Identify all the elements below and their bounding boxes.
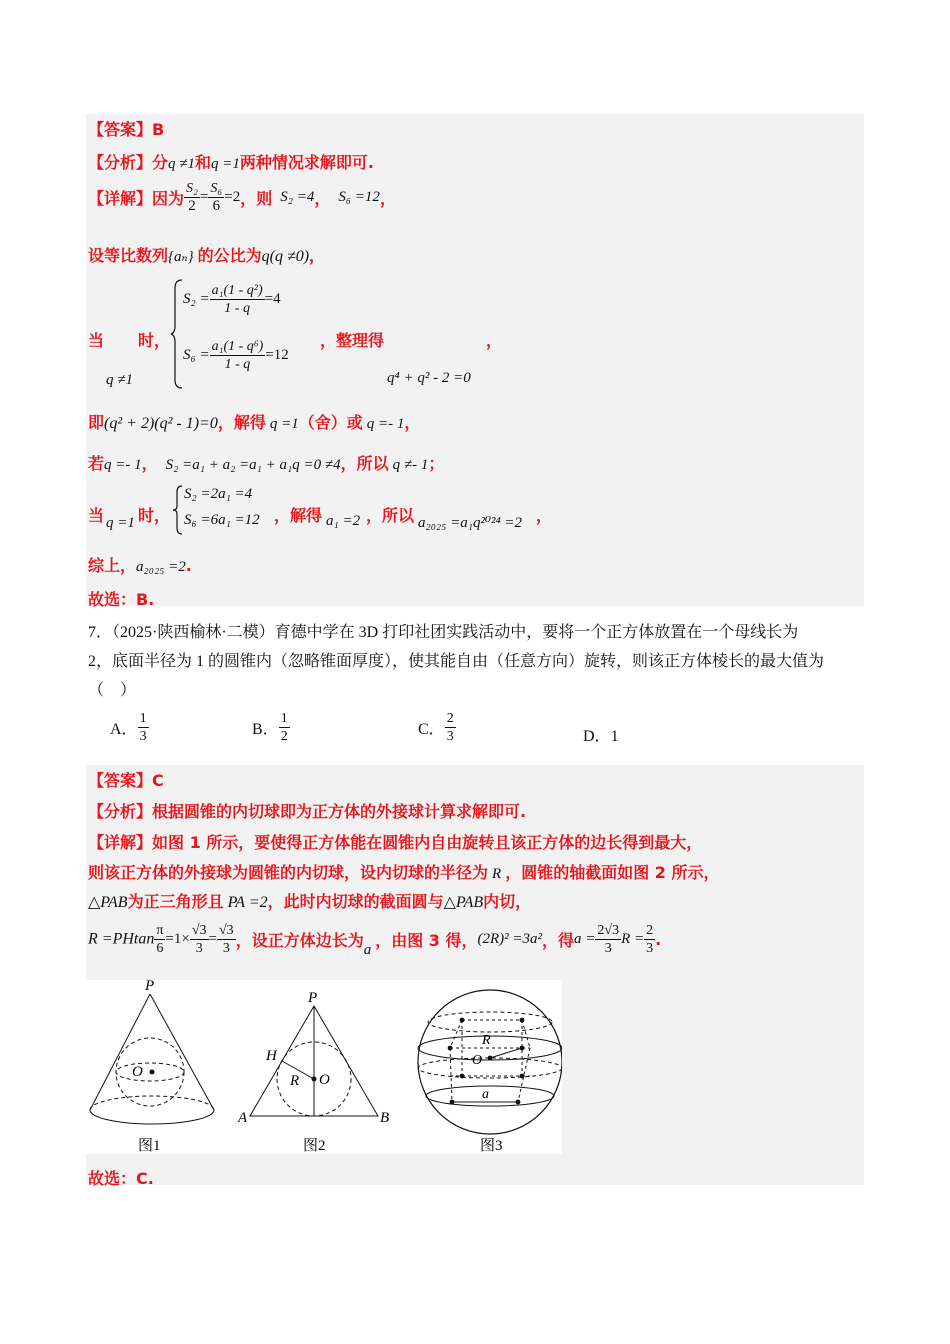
q7-detail-line1 — [88, 830, 702, 853]
math: =12 — [265, 347, 289, 363]
math: PA =2 — [227, 894, 268, 911]
fig3-label-a: a — [482, 1087, 489, 1102]
fig2-label-b: B — [380, 1110, 390, 1126]
case2-m2: a₂₀₂₅ =a₁q²⁰²⁴ =2 — [418, 515, 523, 531]
text: （舍）或 — [298, 413, 363, 432]
case2-eq1: S₂ =2a₁ =4 — [184, 486, 253, 502]
denominator: 1 - q — [224, 357, 251, 372]
option-b[interactable] — [252, 710, 290, 745]
fig2-label-r: R — [290, 1073, 300, 1089]
answer-label: 【答案】 — [88, 771, 153, 790]
q7-answer — [88, 768, 164, 791]
text: ，由图 3 得， — [375, 931, 478, 950]
answer-value: B — [152, 120, 165, 139]
option-label: A． — [110, 721, 138, 738]
fraction — [210, 282, 265, 317]
case2-cond: q =1 — [106, 515, 135, 531]
math: {aₙ} — [168, 249, 194, 265]
math: q =- 1 — [104, 457, 142, 473]
text: . — [185, 556, 192, 575]
answer-label: 【答案】 — [88, 120, 153, 139]
numerator: a₁(1 - q²) — [211, 283, 263, 298]
fig3-label-o: O — [472, 1053, 483, 1068]
text: 两种情况求解即可. — [239, 153, 374, 172]
fig2-label-o: O — [319, 1072, 330, 1088]
fig3-caption: 图3 — [480, 1138, 503, 1154]
answer-value: C — [152, 771, 164, 790]
numerator: π — [156, 923, 164, 938]
fig2-caption: 图2 — [303, 1138, 326, 1154]
text: 为正三角形且 — [127, 892, 224, 911]
text: ， — [404, 413, 421, 432]
fraction — [184, 180, 200, 215]
math: q =1 — [269, 416, 299, 432]
text: 因为 — [152, 189, 185, 208]
denominator: 1 - q — [224, 301, 250, 316]
option-label: D． — [583, 728, 611, 745]
text: 根据圆锥的内切球即为正方体的外接球计算求解即可. — [152, 802, 527, 821]
case1-t2: ，整理得 — [320, 331, 385, 350]
math: R = — [621, 931, 645, 947]
figure-2-section — [232, 980, 402, 1154]
math: △PAB — [443, 894, 484, 911]
text: 的公比为 — [197, 246, 262, 265]
option-c[interactable] — [418, 710, 456, 745]
text: ，得 — [542, 931, 575, 950]
q6-line2 — [88, 243, 325, 266]
fraction — [445, 710, 456, 745]
denominator: 3 — [446, 729, 454, 744]
math: S₂ = — [183, 291, 210, 307]
q7-analysis — [88, 799, 526, 822]
math: S₂ =a₁ + a₂ =a₁ + a₁q =0 ≠4 — [165, 457, 341, 473]
text: ， — [141, 454, 158, 473]
q6-line5 — [88, 451, 444, 474]
numerator: 2 — [646, 923, 654, 938]
math: R =PHtan — [88, 930, 155, 948]
math: q ≠1 — [168, 156, 196, 172]
text: . — [655, 930, 662, 949]
denominator: 6 — [156, 941, 164, 956]
case2-m1: a₁ =2 — [326, 513, 361, 529]
fig3-label-r: R — [482, 1033, 491, 1048]
case2-when: 当 — [88, 506, 105, 525]
fig1-label-p: P — [145, 980, 155, 994]
analysis-label: 【分析】 — [88, 153, 153, 172]
q7-choose: 故选：C. — [88, 1169, 154, 1188]
numerator: √3 — [191, 923, 207, 938]
case2-shi: 时， — [138, 506, 171, 525]
math: (q² + 2)(q² - 1)=0 — [104, 415, 218, 432]
case2-eq2: S₆ =6a₁ =12 — [184, 512, 260, 528]
text: ，则 — [240, 189, 273, 208]
math: S₆ =12 — [338, 189, 380, 205]
q7-stem-line3: （ ） — [88, 682, 137, 699]
numerator: 2 — [446, 711, 454, 726]
math: =4 — [264, 291, 281, 307]
text: 和 — [195, 153, 212, 172]
case1-eq2 — [183, 338, 289, 373]
math: q =1 — [211, 156, 240, 172]
math: q =- 1 — [366, 416, 405, 432]
text: 设等比数列 — [88, 246, 169, 265]
text: ，设正方体边长为 — [235, 931, 364, 950]
text: ； — [428, 454, 445, 473]
detail-label: 【详解】 — [88, 189, 153, 208]
text: ， — [309, 246, 326, 265]
option-value: 1 — [610, 728, 619, 745]
detail-label: 【详解】 — [88, 833, 153, 852]
text: ，解得 — [217, 413, 266, 432]
fraction — [190, 922, 209, 957]
math: = — [208, 931, 217, 947]
figure-3-sphere — [410, 980, 562, 1154]
fraction — [279, 710, 290, 745]
figure-1-cone — [86, 980, 226, 1154]
case2-t3: ，所以 — [366, 506, 415, 525]
q6-detail-line1 — [88, 180, 396, 215]
case2-t2: ，解得 — [274, 506, 323, 525]
q7-stem-line1: 7．（2025·陕西榆林·二模）育德中学在 3D 打印社团实践活动中，要将一个正方体放置在一个母线长为 — [88, 624, 799, 641]
fig1-caption: 图1 — [138, 1138, 161, 1154]
math: S₂ =4 — [280, 189, 315, 205]
denominator: 3 — [222, 941, 230, 956]
numerator: S₆ — [210, 181, 223, 196]
case1-brace — [170, 278, 184, 390]
fraction — [154, 922, 165, 957]
case1-result: q⁴ + q² - 2 =0 — [387, 370, 471, 386]
q7-detail-line4 — [88, 922, 661, 959]
text: 如图 1 所示，要使得正方体能在圆锥内自由旋转且该正方体的边长得到最大， — [152, 833, 703, 852]
option-label: B． — [252, 721, 279, 738]
fig2-label-a: A — [238, 1110, 248, 1126]
case1-cond: q ≠1 — [106, 372, 133, 388]
numerator: 1 — [139, 711, 147, 726]
math: a₂₀₂₅ =2 — [136, 559, 186, 575]
q6-analysis — [88, 150, 374, 173]
text: ， — [379, 189, 396, 208]
denominator: 3 — [139, 729, 147, 744]
math: △PAB — [88, 894, 128, 911]
fraction — [138, 710, 149, 745]
option-label: C． — [418, 721, 445, 738]
case2-t4: ， — [536, 506, 553, 525]
q7-stem-line2: 2，底面半径为 1 的圆锥内（忽略锥面厚度），使其能自由（任意方向）旋转，则该正方体棱长的最大值为 — [88, 653, 825, 670]
denominator: 6 — [212, 198, 221, 214]
text: ，圆锥的轴截面如图 2 所示， — [505, 863, 720, 882]
fig2-label-h: H — [266, 1048, 277, 1064]
option-d[interactable] — [583, 723, 619, 746]
math: a — [363, 942, 372, 958]
numerator: a₁(1 - q⁶) — [211, 339, 264, 354]
text: ，此时内切球的截面圆与 — [267, 892, 444, 911]
analysis-label: 【分析】 — [88, 802, 153, 821]
math: q ≠- 1 — [392, 457, 429, 473]
text: ， — [314, 189, 331, 208]
numerator: 2√3 — [597, 923, 620, 938]
text: ，所以 — [340, 454, 389, 473]
q6-choose: 故选：B. — [88, 590, 155, 609]
case2-brace — [172, 484, 184, 536]
numerator: 1 — [280, 711, 288, 726]
q6-line4 — [88, 410, 420, 433]
fig2-label-p: P — [308, 990, 318, 1006]
fig1-label-o: O — [132, 1064, 143, 1080]
math: =2 — [224, 189, 241, 205]
math: =1× — [165, 931, 190, 947]
text: 即 — [88, 413, 105, 432]
math: S₆ = — [183, 347, 210, 363]
denominator: 3 — [646, 941, 654, 956]
math: q(q ≠0) — [261, 248, 310, 265]
fraction — [217, 922, 236, 957]
fraction — [644, 922, 655, 957]
q6-summary — [88, 553, 192, 576]
case1-when: 当 — [88, 331, 105, 350]
denominator: 3 — [604, 941, 612, 956]
case1-eq1 — [183, 282, 281, 317]
text: 综上， — [88, 556, 137, 575]
numerator: S₂ — [186, 181, 198, 196]
math: = — [199, 189, 209, 205]
fraction — [208, 180, 224, 215]
denominator: 3 — [195, 941, 203, 956]
case1-shi: 时， — [138, 331, 171, 350]
q7-detail-line3 — [88, 889, 531, 912]
numerator: √3 — [219, 923, 234, 938]
denominator: 2 — [188, 198, 196, 214]
text: 则该正方体的外接球为圆锥的内切球，设内切球的半径为 — [88, 863, 489, 882]
text: 内切， — [483, 892, 532, 911]
text: 分 — [152, 153, 169, 172]
case1-end: ， — [486, 331, 503, 350]
denominator: 2 — [280, 729, 288, 744]
q6-answer — [88, 117, 164, 140]
fraction — [595, 922, 621, 957]
fraction — [210, 338, 266, 373]
text: 若 — [88, 454, 105, 473]
math: R — [492, 866, 502, 882]
option-a[interactable] — [110, 710, 149, 745]
q7-detail-line2 — [88, 860, 719, 883]
math: a = — [574, 931, 596, 947]
math: (2R)² =3a² — [477, 931, 543, 947]
